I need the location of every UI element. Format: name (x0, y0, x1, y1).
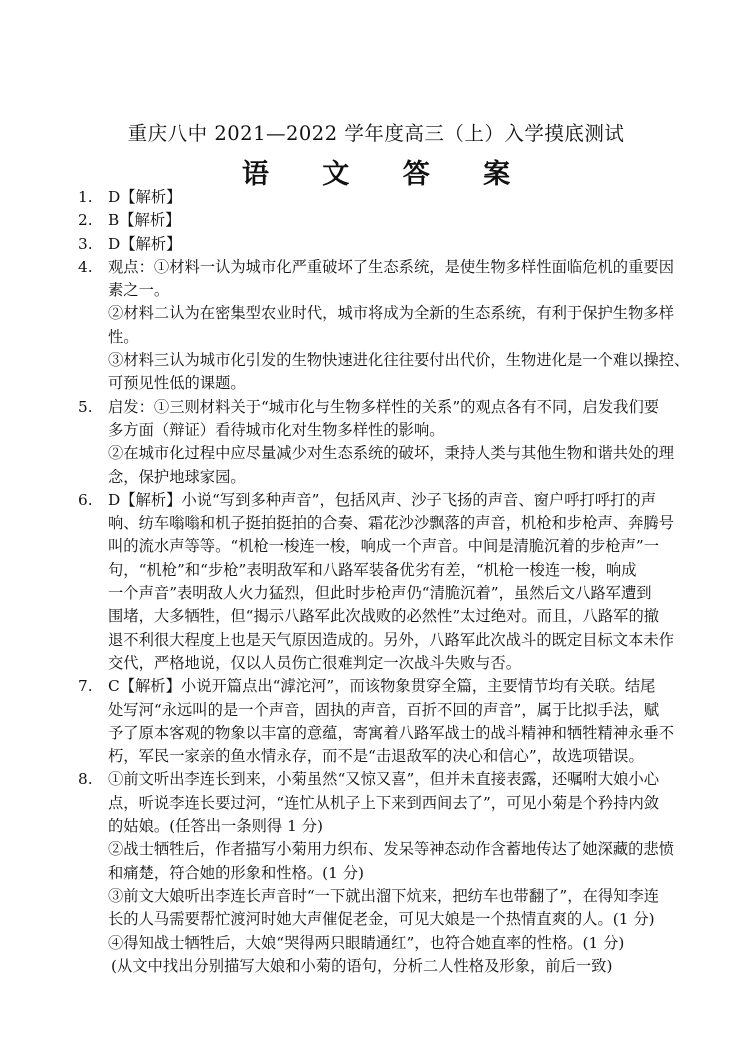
answer-text-line: 朽，军民一家亲的鱼水情永存，而不是“击退敌军的决心和信心”，故选项错误。 (108, 747, 644, 766)
answer-number: 2. (78, 211, 93, 230)
answer-text-line: 点，听说李连长要过河，“连忙从机子上下来到西间去了”，可见小菊是个矜持内敛 (108, 793, 660, 812)
answer-text-line: 和痛楚，符合她的形象和性格。(1 分) (108, 863, 364, 882)
answer-text-line: D【解析】 (108, 234, 182, 253)
answer-text-line: 性。 (108, 327, 139, 346)
answer-number: 3. (78, 234, 93, 253)
answer-text-line: ①前文听出李连长到来，小菊虽然“又惊又喜”，但并未直接表露，还嘱咐大娘小心 (108, 770, 660, 789)
answer-number: 6. (78, 490, 93, 509)
answer-text-line: 交代，严格地说，仅以人员伤亡很难判定一次战斗失败与否。 (108, 653, 522, 672)
answer-text-line: 长的人马需要帮忙渡河时她大声催促老金，可见大娘是一个热情直爽的人。(1 分) (108, 910, 655, 929)
answer-text-line: 可预见性低的课题。 (108, 374, 246, 393)
answer-number: 7. (78, 677, 93, 696)
answer-item (78, 489, 690, 675)
answer-text-line: ②战士牺牲后，作者描写小菊用力织布、发呆等神态动作含蓄地传达了她深藏的悲愤 (108, 840, 674, 859)
answer-item (78, 675, 690, 768)
answer-text-line: 退不利很大程度上也是天气原因造成的。另外，八路军此次战斗的既定目标文本未作 (108, 630, 674, 649)
answer-text-line: 围堵，大多牺牲，但“揭示八路军此次战败的必然性”太过绝对。而且，八路军的撤 (108, 607, 660, 626)
answer-item (78, 233, 690, 256)
answer-number: 5. (78, 397, 93, 416)
answer-list (78, 186, 690, 978)
answer-text-line: D【解析】小说“写到多种声音”，包括风声、沙子飞扬的声音、窗户呼打呼打的声 (108, 490, 657, 509)
answer-text-line: ③前文大娘听出李连长声音时“一下就出溜下炕来，把纺车也带翻了”，在得知李连 (108, 886, 660, 905)
answer-text-line: ②材料二认为在密集型农业时代，城市将成为全新的生态系统，有利于保护生物多样 (108, 304, 674, 323)
answer-text-line: 处写河“永远叫的是一个声音，固执的声音，百折不回的声音”，属于比拟手法，赋 (108, 700, 660, 719)
answer-text-line: 观点：①材料一认为城市化严重破坏了生态系统，是使生物多样性面临危机的重要因 (108, 257, 674, 276)
answer-number: 1. (78, 188, 93, 206)
page-title: 重庆八中 2021—2022 学年度高三（上）入学摸底测试 (127, 122, 625, 145)
answer-text-line: 多方面（辩证）看待城市化对生物多样性的影响。 (108, 420, 445, 439)
answer-item (78, 256, 690, 396)
answer-text-line: 句，“机枪”和“步枪”表明敌军和八路军装备优劣有差，“机枪一梭连一梭，响成 (108, 560, 637, 579)
answer-text-line: 予了原本客观的物象以丰富的意蕴，寄寓着八路军战士的战斗精神和牺牲精神永垂不 (108, 723, 674, 742)
scoring-note: (从文中找出分别描写大娘和小菊的语句，分析二人性格及形象，前后一致) (111, 956, 613, 975)
answer-text-line: 的姑娘。(任答出一条则得 1 分) (108, 817, 323, 836)
answer-item (78, 768, 690, 978)
answer-number: 8. (78, 770, 93, 789)
answer-number: 4. (78, 257, 93, 276)
answer-text-line: D【解析】 (108, 188, 182, 206)
answer-text-line: 叫的流水声等等。“机枪一梭连一梭，响成一个声音。中间是清脆沉着的步枪声”一 (108, 537, 660, 556)
answer-text-line: 一个声音”表明敌人火力猛烈，但此时步枪声仍“清脆沉着”，虽然后文八路军遭到 (108, 584, 652, 603)
answer-item (78, 186, 690, 209)
answer-text-line: 念，保护地球家园。 (108, 467, 246, 486)
answer-text-line: ④得知战士牺牲后，大娘“哭得两只眼睛通红”，也符合她直率的性格。(1 分) (108, 933, 625, 952)
answer-text-line: B【解析】 (108, 211, 181, 230)
answer-text-line: 素之一。 (108, 281, 170, 300)
answer-text-line: ③材料三认为城市化引发的生物快速进化往往要付出代价，生物进化是一个难以操控、 (108, 351, 690, 370)
answer-text-line: C【解析】小说开篇点出“滹沱河”，而该物象贯穿全篇，主要情节均有关联。结尾 (108, 677, 656, 696)
answer-item (78, 209, 690, 232)
answer-item (78, 396, 690, 489)
answer-text-line: ②在城市化过程中应尽量减少对生态系统的破坏，秉持人类与其他生物和谐共处的理 (108, 444, 674, 463)
page-subtitle: 语 文 答 案 (241, 159, 533, 190)
answer-text-line: 响、纺车嗡嗡和机子挺拍挺拍的合奏、霜花沙沙飘落的声音，机枪和步枪声、奔腾号 (108, 514, 674, 533)
answer-text-line: 启发：①三则材料关于“城市化与生物多样性的关系”的观点各有不同，启发我们要 (108, 397, 660, 416)
